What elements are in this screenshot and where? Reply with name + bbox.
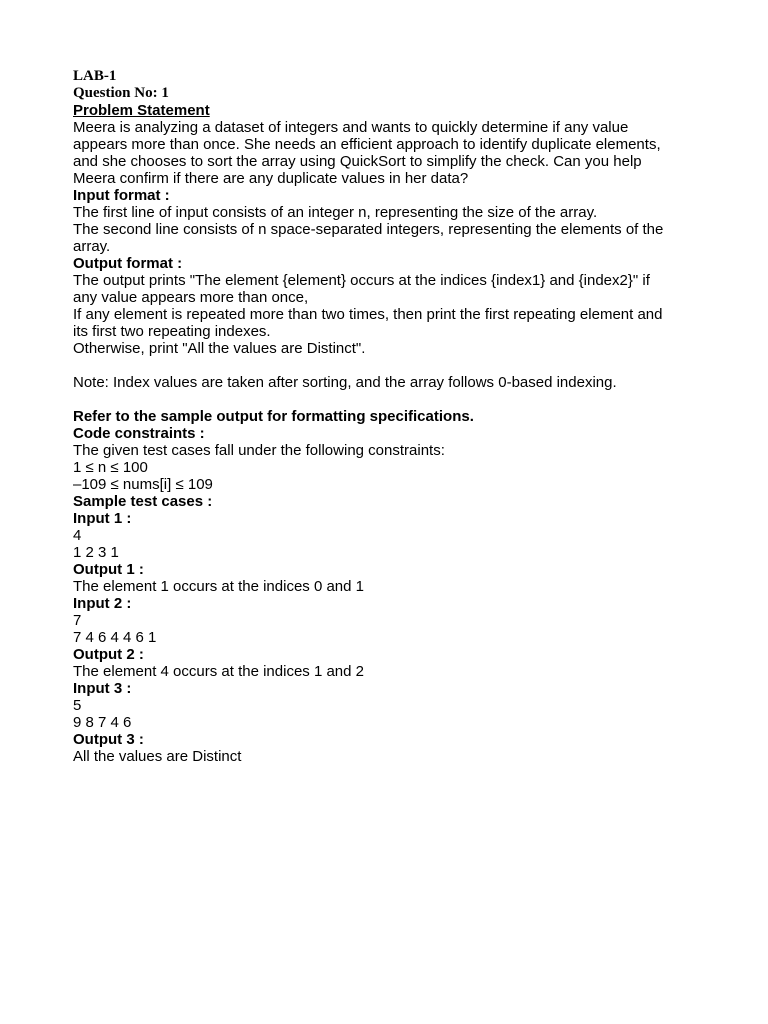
- input-format-line: The first line of input consists of an integer n, representing the size of the array.: [73, 204, 598, 221]
- output-3-line: All the values are Distinct: [73, 748, 242, 765]
- output-format-heading: Output format :: [73, 255, 183, 272]
- constraint-line: –109 ≤ nums[i] ≤ 109: [73, 476, 213, 493]
- output-1-label: Output 1 :: [73, 561, 144, 578]
- spacer: [73, 391, 713, 408]
- output-format-line: If any element is repeated more than two times, then print the first repeating element and: [73, 306, 663, 323]
- input-3-label: Input 3 :: [73, 680, 132, 697]
- output-format-line: any value appears more than once,: [73, 289, 309, 306]
- question-number: Question No: 1: [73, 85, 169, 101]
- problem-line: Meera confirm if there are any duplicate values in her data?: [73, 170, 469, 187]
- sample-cases-heading: Sample test cases :: [73, 493, 213, 510]
- output-2-label: Output 2 :: [73, 646, 144, 663]
- input-format-heading: Input format :: [73, 187, 170, 204]
- problem-line: and she chooses to sort the array using QuickSort to simplify the check. Can you help: [73, 153, 642, 170]
- output-format-line: its first two repeating indexes.: [73, 323, 271, 340]
- input-2-line: 7: [73, 612, 82, 629]
- problem-line: appears more than once. She needs an efficient approach to identify duplicate elements,: [73, 136, 661, 153]
- input-2-label: Input 2 :: [73, 595, 132, 612]
- document-page: [73, 68, 713, 765]
- index-note: Note: Index values are taken after sorting, and the array follows 0-based indexing.: [73, 374, 617, 391]
- constraint-line: The given test cases fall under the following constraints:: [73, 442, 445, 459]
- problem-line: Meera is analyzing a dataset of integers and wants to quickly determine if any value: [73, 119, 629, 136]
- output-format-line: Otherwise, print "All the values are Distinct".: [73, 340, 366, 357]
- input-format-line: array.: [73, 238, 111, 255]
- input-1-line: 1 2 3 1: [73, 544, 119, 561]
- constraint-line: 1 ≤ n ≤ 100: [73, 459, 148, 476]
- input-format-line: The second line consists of n space-separated integers, representing the elements of the: [73, 221, 664, 238]
- constraints-heading: Code constraints :: [73, 425, 205, 442]
- input-3-line: 5: [73, 697, 82, 714]
- output-1-line: The element 1 occurs at the indices 0 and 1: [73, 578, 365, 595]
- output-format-line: The output prints "The element {element} occurs at the indices {index1} and {index2}" if: [73, 272, 650, 289]
- input-1-line: 4: [73, 527, 82, 544]
- spacer: [73, 357, 713, 374]
- lab-title: LAB-1: [73, 68, 117, 84]
- output-3-label: Output 3 :: [73, 731, 144, 748]
- output-2-line: The element 4 occurs at the indices 1 and 2: [73, 663, 365, 680]
- problem-statement-heading: Problem Statement: [73, 102, 210, 119]
- refer-note: Refer to the sample output for formatting specifications.: [73, 408, 474, 425]
- input-3-line: 9 8 7 4 6: [73, 714, 132, 731]
- input-2-line: 7 4 6 4 4 6 1: [73, 629, 157, 646]
- input-1-label: Input 1 :: [73, 510, 132, 527]
